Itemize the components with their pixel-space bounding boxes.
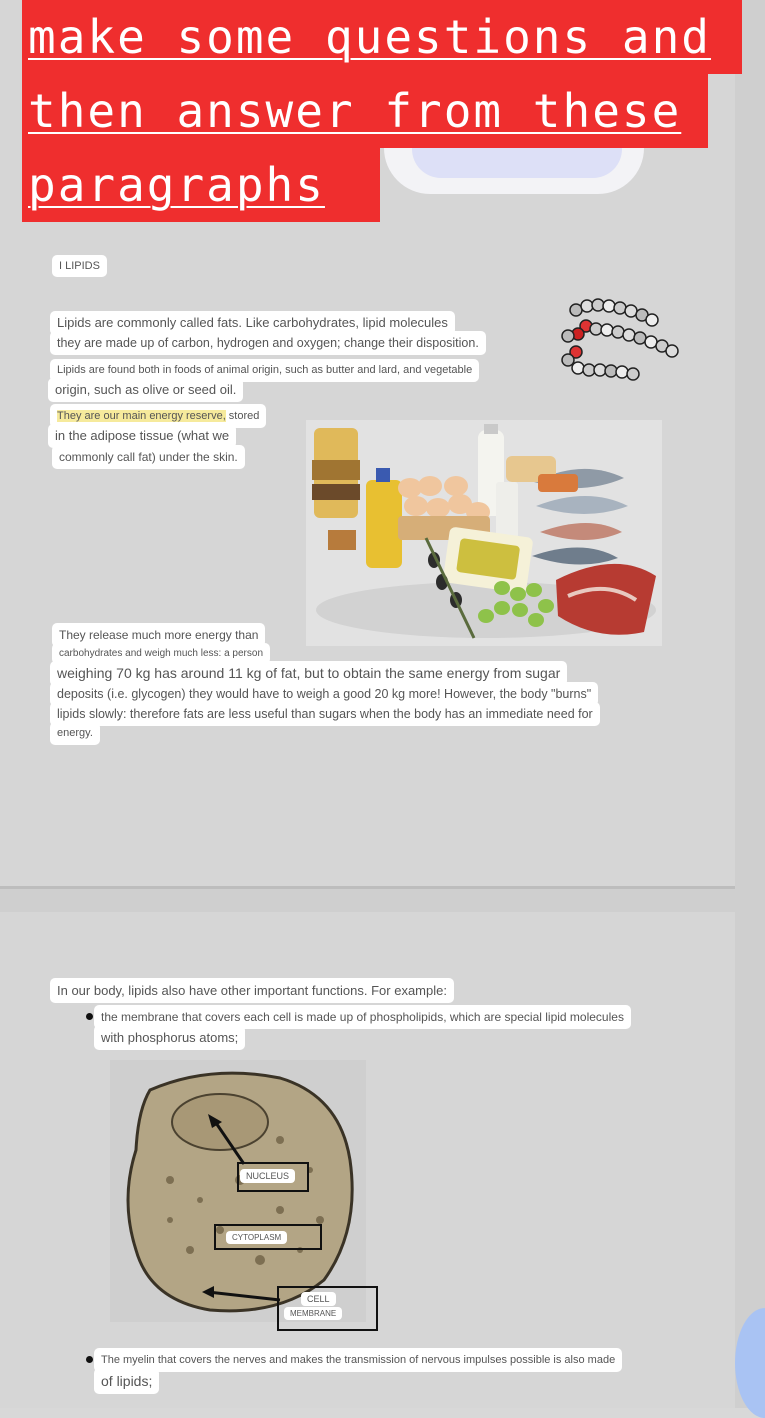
p3-line5: lipids slowly: therefore fats are less useful than sugars when the body has an immediate need for <box>50 702 600 726</box>
bullet2-line1: The myelin that covers the nerves and makes the transmission of nervous impulses possible is also made <box>94 1348 622 1372</box>
scroll-track <box>735 0 765 1408</box>
banner-line-1: make some questions and <box>22 0 742 74</box>
nucleus-label: NUCLEUS <box>240 1169 295 1183</box>
bullet2-line2: of lipids; <box>94 1368 159 1394</box>
bullet1-line1: the membrane that covers each cell is made up of phospholipids, which are special lipid molecules <box>94 1005 631 1029</box>
p1-line4: origin, such as olive or seed oil. <box>48 378 243 402</box>
bullet1-line2: with phosphorus atoms; <box>94 1025 245 1050</box>
lipid-molecule-icon <box>556 296 682 386</box>
section-label: I LIPIDS <box>52 255 107 277</box>
p3-line3: weighing 70 kg has around 11 kg of fat, but to obtain the same energy from sugar <box>50 661 567 686</box>
page-separator <box>0 886 765 915</box>
p3-line6: energy. <box>50 722 100 745</box>
p1-line1: Lipids are commonly called fats. Like carbohydrates, lipid molecules <box>50 311 455 335</box>
p2-line3: commonly call fat) under the skin. <box>52 445 245 469</box>
p2-line2: in the adipose tissue (what we <box>48 424 236 448</box>
membrane-label-line2: MEMBRANE <box>284 1307 342 1320</box>
p4-intro: In our body, lipids also have other important functions. For example: <box>50 978 454 1003</box>
bullet-1 <box>86 1013 93 1020</box>
highlighted-text: They are our main energy reserve, <box>57 410 226 422</box>
cytoplasm-label: CYTOPLASM <box>226 1231 287 1244</box>
banner-line-2: then answer from these <box>22 74 708 148</box>
banner-line-3: paragraphs <box>22 148 380 222</box>
bullet-2 <box>86 1356 93 1363</box>
p3-line4: deposits (i.e. glycogen) they would have to weigh a good 20 kg more! However, the body "burns" <box>50 682 598 706</box>
p3-line2: carbohydrates and weigh much less: a person <box>52 643 270 664</box>
p3-line1: They release much more energy than <box>52 623 265 647</box>
membrane-label-line1: CELL <box>301 1292 336 1306</box>
lipid-foods-image <box>306 420 662 646</box>
p1-line2: they are made up of carbon, hydrogen and oxygen; change their disposition. <box>50 331 486 355</box>
p1-line3: Lipids are found both in foods of animal origin, such as butter and lard, and vegetable <box>50 359 479 382</box>
p2-line1-rest: stored <box>225 410 260 422</box>
